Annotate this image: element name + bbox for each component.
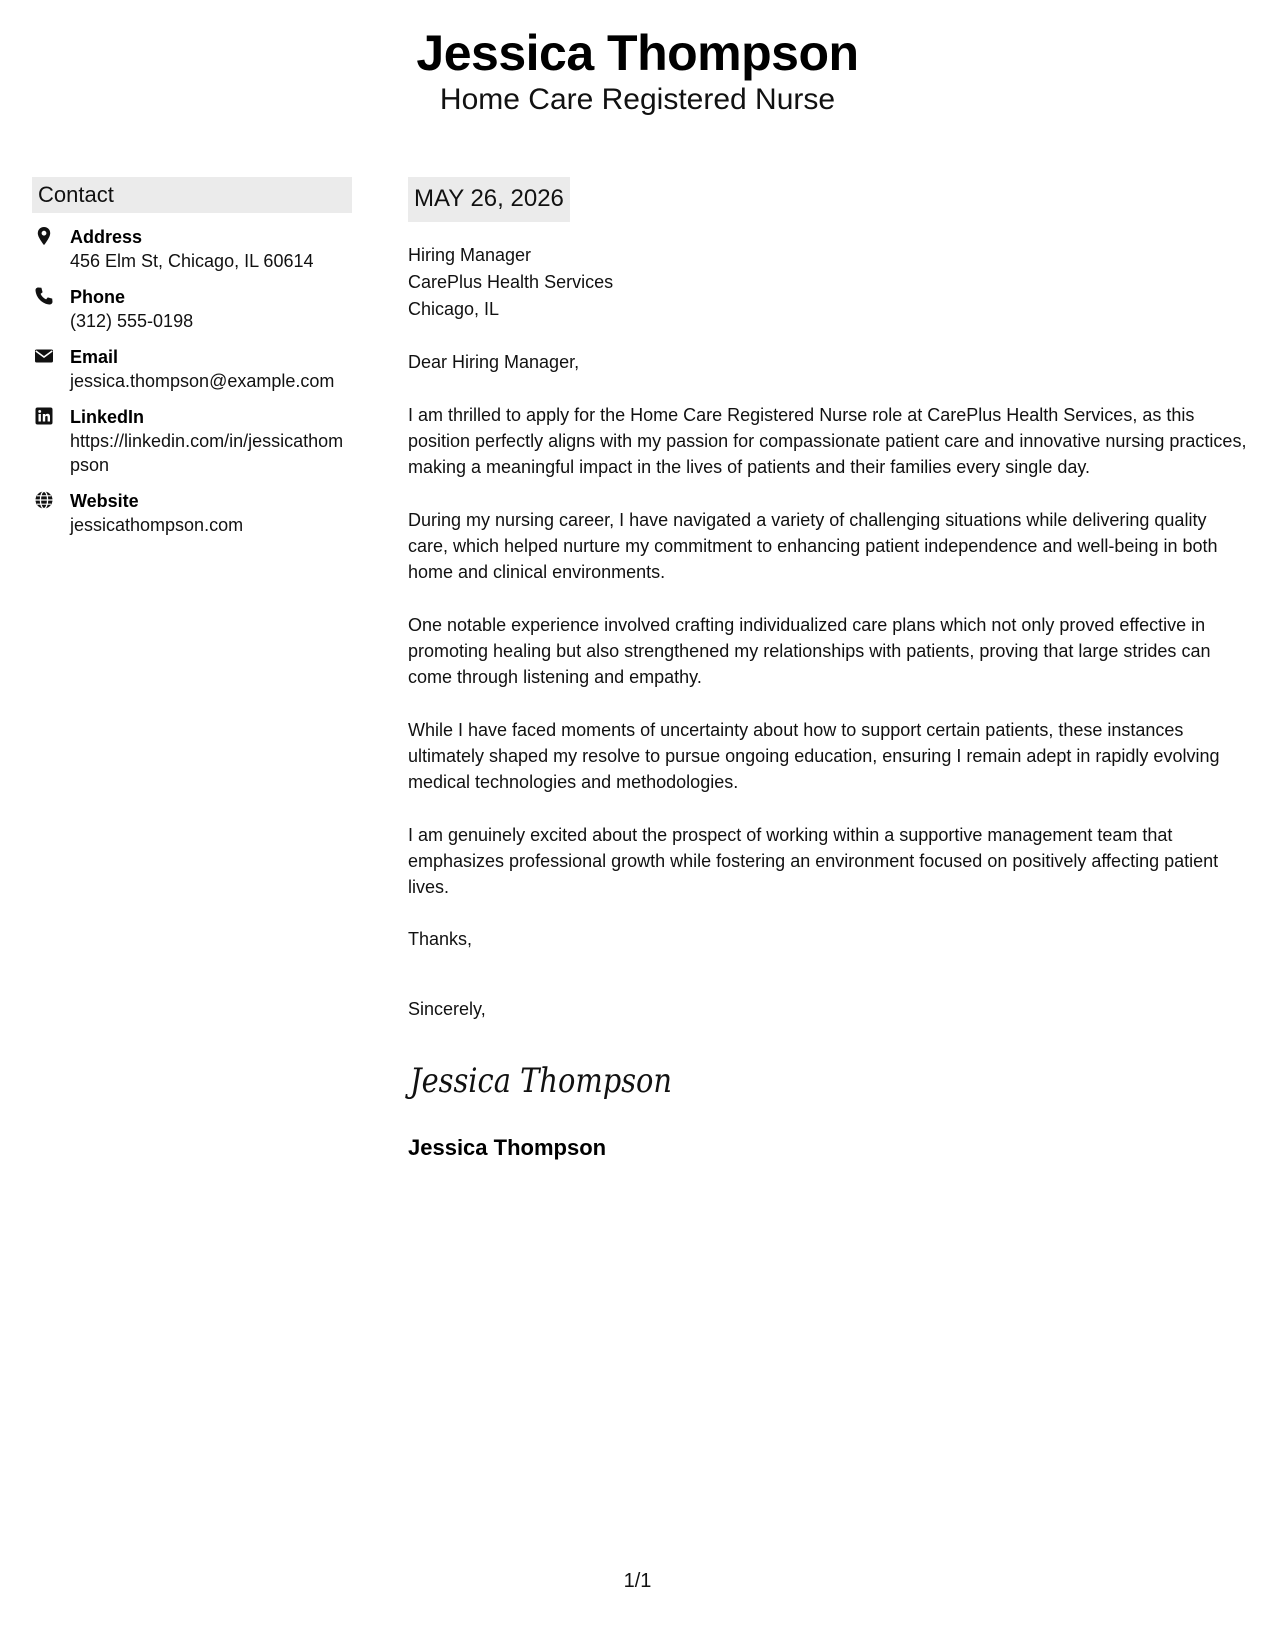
recipient-line: Chicago, IL xyxy=(408,299,500,319)
signer-name: Jessica Thompson xyxy=(408,1135,607,1160)
signature-image xyxy=(404,1048,678,1108)
map-pin-icon xyxy=(34,226,54,246)
linkedin-value: https://linkedin.com/in/jessicathompson xyxy=(70,431,344,475)
address-value: 456 Elm St, Chicago, IL 60614 xyxy=(70,251,314,271)
contact-linkedin xyxy=(32,405,352,477)
job-title: Home Care Registered Nurse xyxy=(439,83,836,116)
thanks-line: Thanks, xyxy=(408,929,473,949)
linkedin-icon xyxy=(34,406,54,426)
phone-value: (312) 555-0198 xyxy=(70,311,194,331)
letter-body xyxy=(404,177,1248,1161)
contact-phone xyxy=(32,285,352,333)
contact-label: LinkedIn xyxy=(70,407,145,427)
contact-website xyxy=(32,489,352,537)
applicant-name: Jessica Thompson xyxy=(416,25,859,81)
page-number: 1/1 xyxy=(623,1570,652,1592)
contact-label: Website xyxy=(70,491,139,511)
contact-email xyxy=(32,345,352,393)
contact-sidebar xyxy=(32,177,352,537)
recipient-line: Hiring Manager xyxy=(408,245,532,265)
contact-label: Address xyxy=(70,227,143,247)
letter-paragraph: One notable experience involved crafting individualized care plans which not only proved effective in promoting healing but also strengthened my relationships with patients, proving that large strides can come through listening and empathy. xyxy=(408,615,1211,687)
website-value: jessicathompson.com xyxy=(70,515,244,535)
signature-text: Jessica Thompson xyxy=(404,1061,672,1101)
contact-label: Phone xyxy=(70,287,126,307)
letter-paragraph: While I have faced moments of uncertainty about how to support certain patients, these instances ultimately shaped my resolve to pursue ongoing education, ensuring I remain adept in rapidly evolving medical technologies and methodologies. xyxy=(408,720,1220,792)
phone-icon xyxy=(34,286,54,306)
recipient-line: CarePlus Health Services xyxy=(408,272,614,292)
recipient-block xyxy=(408,242,1248,323)
globe-icon xyxy=(34,490,54,510)
contact-section-title: Contact xyxy=(32,177,352,213)
email-value: jessica.thompson@example.com xyxy=(70,371,335,391)
closing-line: Sincerely, xyxy=(408,999,486,1019)
contact-label: Email xyxy=(70,347,119,367)
contact-address xyxy=(32,225,352,273)
letter-paragraph: During my nursing career, I have navigated a variety of challenging situations while delivering quality care, which helped nurture my commitment to enhancing patient independence and well-being in both home and clinical environments. xyxy=(408,510,1218,582)
letter-paragraph: I am thrilled to apply for the Home Care Registered Nurse role at CarePlus Health Services, as this position perfectly aligns with my passion for compassionate patient care and innovative nursing practices, making a meaningful impact in the lives of patients and their families every single day. xyxy=(408,405,1247,477)
letter-header xyxy=(0,22,1275,118)
letter-date: MAY 26, 2026 xyxy=(408,177,570,222)
envelope-icon xyxy=(34,346,54,366)
salutation: Dear Hiring Manager, xyxy=(408,352,580,372)
letter-paragraph: I am genuinely excited about the prospect of working within a supportive management team that emphasizes professional growth while fostering an environment focused on positively affecting patient lives. xyxy=(408,825,1219,897)
